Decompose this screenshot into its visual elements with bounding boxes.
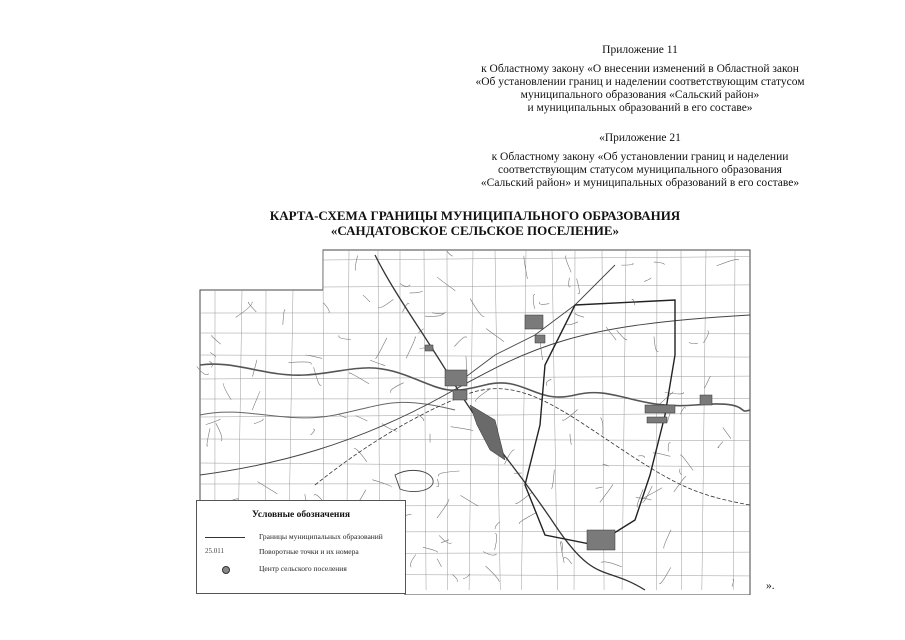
map-title-line-1: КАРТА-СХЕМА ГРАНИЦЫ МУНИЦИПАЛЬНОГО ОБРАЗОВАНИЯ: [269, 208, 681, 223]
settlement-center-icon: [222, 566, 230, 574]
appendix-21-line: «Сальский район» и муниципальных образований в его составе»: [480, 177, 800, 189]
boundary-line-icon: [205, 531, 245, 538]
appendix-21-title: «Приложение 21: [599, 132, 681, 144]
map-title-line-2: «САНДАТОВСКОЕ СЕЛЬСКОЕ ПОСЕЛЕНИЕ»: [330, 223, 620, 238]
legend-item-center: [205, 563, 401, 575]
appendix-21-header: [430, 132, 850, 190]
appendix-11-header: [430, 44, 850, 115]
map-legend: [196, 500, 406, 594]
legend-item-turning-points: [205, 546, 401, 558]
legend-item-label: Центр сельского поселения: [259, 564, 347, 573]
appendix-21-line: соответствующим статусом муниципального образования: [498, 164, 782, 176]
appendix-11-line: муниципального образования «Сальский район»: [520, 89, 760, 101]
appendix-21-line: к Областному закону «Об установлении границ и наделении: [491, 151, 789, 163]
appendix-11-line: и муниципальных образований в его составе»: [527, 102, 753, 114]
map-title: [200, 208, 750, 238]
legend-title: Условные обозначения: [251, 510, 351, 520]
legend-item-label: Поворотные точки и их номера: [259, 547, 359, 556]
appendix-11-line: «Об установлении границ и наделении соответствующим статусом: [475, 76, 805, 88]
point-code-icon: 25.011: [205, 547, 224, 555]
appendix-11-line: к Областному закону «О внесении изменений в Областной закон: [481, 63, 799, 75]
closing-quote: ».: [766, 580, 775, 592]
legend-item-label: Границы муниципальных образований: [259, 532, 383, 541]
appendix-11-title: Приложение 11: [602, 44, 678, 56]
legend-item-boundary: [205, 531, 401, 543]
